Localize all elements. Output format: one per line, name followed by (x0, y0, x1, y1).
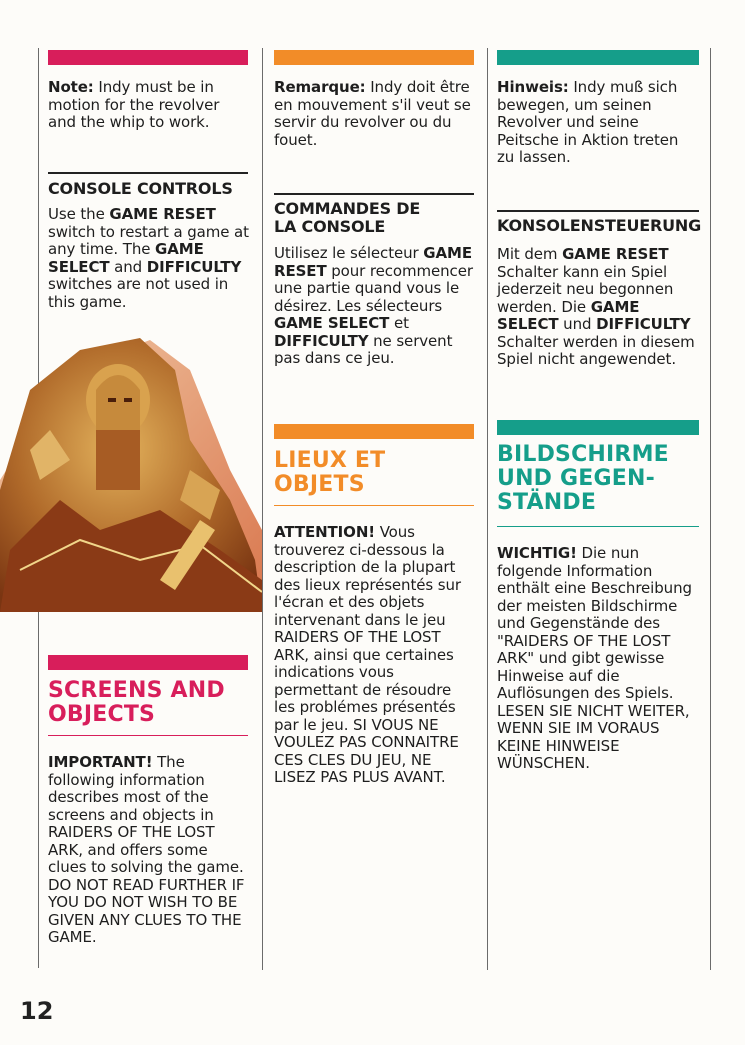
console-text-part: Mit dem (497, 245, 558, 263)
german-important-text (497, 545, 699, 773)
sphinx-statue-illustration (0, 330, 262, 612)
german-color-bar (497, 50, 699, 65)
heading-line: SCREENS AND (48, 678, 225, 703)
important-body: The following information describes most of the screens and objects in RAIDERS OF THE LOST ARK, and offers some clues to solving the game. DO NOT READ FURTHER IF YOU DO NOT WISH TO BE GIVEN ANY CLUES TO THE GAME. (48, 753, 245, 946)
console-text-part: switch to restart a game at any time. The (48, 222, 249, 258)
lieux-et-objets-heading (274, 449, 479, 497)
note-label: Hinweis: (497, 78, 569, 96)
important-body: Vous trouverez ci-dessous la description de la plupart des lieux représentés sur l'écran et des objets intervenant dans le jeu RAIDERS OF THE LOST ARK, ainsi que certaines indications vous permettant de résoudre les problémes présentés par le jeu. SI VOUS NE VOULEZ PAS CONNAITRE CES CLES DU JEU, NE LISEZ PAS PLUS AVANT. (274, 523, 461, 786)
game-select-label: GAME SELECT (274, 314, 390, 332)
heading-line: UND GEGEN- (497, 466, 655, 491)
heading-line: COMMANDES DE (274, 199, 421, 218)
important-label: ATTENTION! (274, 523, 376, 541)
german-console-text (497, 246, 699, 369)
game-select-label: GAME SELECT (48, 240, 204, 276)
note-label: Remarque: (274, 78, 366, 96)
section-rule (274, 193, 474, 195)
important-body: Die nun folgende Information enthält eine Beschreibung der meisten Bildschirme und Gegenstände des "RAIDERS OF THE LOST ARK" und gibt gewisse Hinweise auf die Auflösungen des Spiels. LESEN SIE NICHT WEITER, WENN SIE IM VORAUS KEINE HINWEISE WÜNSCHEN. (497, 544, 692, 772)
console-controls-heading: KONSOLENSTEUERUNG (497, 216, 702, 235)
column-divider (262, 48, 263, 970)
english-note (48, 79, 248, 132)
heading-line: OBJECTS (48, 702, 156, 727)
console-text-part: und (563, 315, 592, 333)
console-text-part: et (393, 314, 409, 332)
note-label: Note: (48, 78, 94, 96)
console-text-part: Utilisez le sélecteur (274, 244, 419, 262)
console-controls-heading (274, 200, 479, 236)
section-rule (497, 210, 699, 212)
important-label: WICHTIG! (497, 544, 577, 562)
heading-underline (274, 505, 474, 506)
screens-and-objects-heading (48, 679, 253, 727)
important-label: IMPORTANT! (48, 753, 153, 771)
console-text-part: pour recommencer une partie quand vous le désirez. Les sélecteurs (274, 261, 473, 315)
difficulty-label: DIFFICULTY (274, 331, 369, 350)
console-controls-heading: CONSOLE CONTROLS (48, 179, 233, 198)
french-note (274, 79, 474, 149)
console-text-part: Schalter werden in diesem Spiel nicht angewendet. (497, 332, 695, 368)
heading-line: STÄNDE (497, 490, 597, 515)
french-important-text (274, 524, 474, 787)
heading-line: LA CONSOLE (274, 217, 386, 236)
section-rule (48, 172, 248, 174)
german-screens-bar (497, 420, 699, 435)
console-text-part: and (114, 257, 143, 276)
heading-underline (48, 735, 248, 736)
page-number: 12 (20, 997, 54, 1025)
difficulty-label: DIFFICULTY (146, 257, 242, 276)
french-color-bar (274, 50, 474, 65)
french-console-text (274, 245, 474, 368)
german-note (497, 79, 699, 167)
heading-line: BILDSCHIRME (497, 442, 669, 467)
heading-line: LIEUX ET (274, 448, 386, 473)
column-divider (710, 48, 711, 970)
difficulty-label: DIFFICULTY (596, 315, 691, 333)
game-reset-label: GAME RESET (109, 205, 216, 223)
console-text-part: Use the (48, 205, 105, 223)
english-screens-bar (48, 655, 248, 670)
game-reset-label: GAME RESET (562, 245, 669, 263)
console-text-part: ne servent pas dans ce jeu. (274, 331, 453, 367)
heading-line: OBJETS (274, 472, 365, 497)
note-text: Indy muß sich bewegen, um seinen Revolver und seine Peitsche in Aktion treten zu lassen. (497, 78, 679, 166)
console-text-part: switches are not used in this game. (48, 275, 229, 311)
game-reset-label: GAME RESET (274, 244, 472, 280)
note-text: Indy must be in motion for the revolver and the whip to work. (48, 78, 220, 131)
console-text-part: Schalter kann ein Spiel jederzeit neu begonnen werden. Die (497, 262, 674, 316)
english-color-bar (48, 50, 248, 65)
note-text: Indy doit être en mouvement s'il veut se servir du revolver ou du fouet. (274, 78, 471, 149)
column-divider (487, 48, 488, 970)
french-screens-bar (274, 424, 474, 439)
english-console-text (48, 206, 250, 311)
game-select-label: GAME SELECT (497, 297, 640, 333)
english-important-text (48, 754, 248, 947)
bildschirme-heading (497, 443, 702, 515)
heading-underline (497, 526, 699, 527)
